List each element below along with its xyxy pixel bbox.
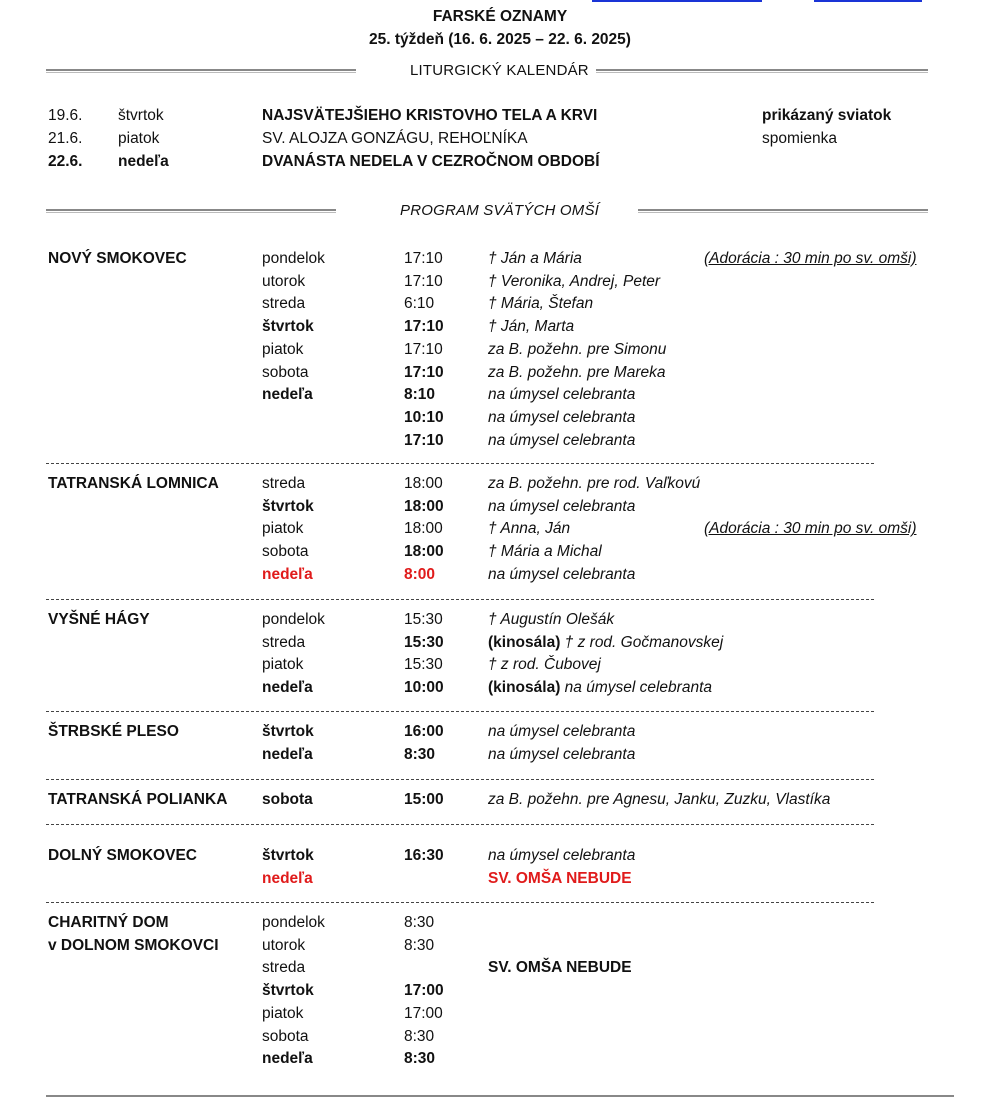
- intention-text: na úmysel celebranta: [488, 431, 636, 449]
- mass-day: nedeľa: [262, 679, 313, 697]
- mass-time: 15:00: [404, 791, 444, 808]
- mass-day: nedeľa: [262, 869, 313, 887]
- place-name: TATRANSKÁ POLIANKA: [48, 791, 228, 808]
- mass-time: 8:10: [404, 386, 436, 404]
- intention-text: za B. požehn. pre rod. Vaľkovú: [488, 475, 701, 492]
- calendar-rank: spomienka: [762, 130, 837, 147]
- mass-time: 18:00: [404, 520, 443, 538]
- mass-time: 17:10: [404, 272, 443, 290]
- mass-time: 15:30: [404, 611, 443, 628]
- no-mass-notice: SV. OMŠA NEBUDE: [488, 869, 632, 887]
- mass-day: piatok: [262, 340, 304, 358]
- place-name-line2: v DOLNOM SMOKOVCI: [48, 936, 219, 954]
- venue-prefix: (kinosála): [488, 679, 565, 697]
- mass-intention: [488, 847, 635, 865]
- section-divider: [46, 711, 874, 712]
- mass-time: 16:00: [404, 723, 444, 740]
- mass-intention: [488, 520, 570, 538]
- mass-time: 8:30: [404, 914, 435, 931]
- intention-text: † Ján, Marta: [488, 318, 575, 336]
- section-divider: [46, 824, 874, 825]
- page-title: FARSKÉ OZNAMY: [432, 8, 568, 25]
- mass-day: nedeľa: [262, 386, 313, 404]
- place-name: VYŠNÉ HÁGY: [48, 611, 150, 628]
- mass-time: 17:10: [404, 318, 444, 336]
- calendar-day: nedeľa: [118, 153, 169, 170]
- mass-day: piatok: [262, 1004, 304, 1022]
- top-link-underline-2: [814, 0, 922, 2]
- mass-time: 8:30: [404, 936, 435, 954]
- intention-text: † Mária a Michal: [488, 543, 602, 561]
- place-name: NOVÝ SMOKOVEC: [48, 250, 187, 267]
- intention-text: † z rod. Gočmanovskej: [564, 633, 724, 651]
- place-name: ŠTRBSKÉ PLESO: [48, 723, 179, 740]
- section-divider: [46, 779, 874, 780]
- calendar-heading-line-right: [596, 69, 928, 73]
- mass-day: piatok: [262, 520, 304, 538]
- mass-time: 17:10: [404, 250, 443, 267]
- calendar-heading-line-left: [46, 69, 356, 73]
- calendar-date: 21.6.: [48, 130, 83, 147]
- mass-intention: [488, 634, 723, 652]
- mass-intention: [488, 341, 666, 359]
- mass-time: 17:00: [404, 1004, 443, 1022]
- mass-day: sobota: [262, 363, 309, 381]
- mass-day: streda: [262, 959, 306, 977]
- mass-day: pondelok: [262, 250, 325, 267]
- mass-time: 8:30: [404, 745, 436, 763]
- mass-intention: [488, 566, 635, 584]
- mass-time: 15:30: [404, 656, 443, 674]
- calendar-date: 22.6.: [48, 153, 83, 170]
- calendar-feast: NAJSVÄTEJŠIEHO KRISTOVHO TELA A KRVI: [262, 107, 598, 124]
- intention-text: na úmysel celebranta: [488, 723, 636, 740]
- mass-time: 18:00: [404, 475, 443, 492]
- mass-time: 18:00: [404, 497, 444, 515]
- mass-intention: [488, 791, 830, 809]
- mass-intention: [488, 475, 700, 493]
- mass-day: nedeľa: [262, 565, 313, 583]
- mass-intention: [488, 746, 635, 764]
- section-divider: [46, 902, 874, 903]
- mass-time: 16:30: [404, 847, 444, 864]
- intention-text: † Anna, Ján: [488, 520, 571, 538]
- mass-day: streda: [262, 295, 306, 313]
- intention-text: na úmysel celebranta: [488, 847, 636, 864]
- mass-day: pondelok: [262, 914, 325, 931]
- no-mass-notice: SV. OMŠA NEBUDE: [488, 959, 632, 977]
- mass-time: 17:10: [404, 363, 444, 381]
- place-name: DOLNÝ SMOKOVEC: [48, 847, 197, 864]
- program-heading-line-left: [46, 209, 336, 213]
- mass-time: 10:10: [404, 408, 444, 426]
- intention-text: za B. požehn. pre Mareka: [488, 363, 666, 381]
- mass-intention: [488, 656, 601, 674]
- mass-intention: [488, 409, 635, 427]
- intention-text: za B. požehn. pre Simonu: [488, 340, 667, 358]
- section-divider: [46, 599, 874, 600]
- mass-intention: [488, 498, 635, 516]
- mass-intention: [488, 723, 635, 741]
- mass-time: 10:00: [404, 679, 444, 697]
- calendar-day: štvrtok: [118, 107, 164, 124]
- week-range: 25. týždeň (16. 6. 2025 – 22. 6. 2025): [369, 31, 631, 48]
- adoration-note: (Adorácia : 30 min po sv. omši): [704, 250, 917, 267]
- place-name: CHARITNÝ DOM: [48, 914, 169, 931]
- mass-day: streda: [262, 475, 306, 492]
- intention-text: na úmysel celebranta: [564, 679, 713, 697]
- mass-time: 8:00: [404, 565, 436, 583]
- calendar-heading: LITURGICKÝ KALENDÁR: [410, 62, 589, 79]
- mass-day: pondelok: [262, 611, 325, 628]
- mass-day: utorok: [262, 936, 306, 954]
- mass-intention: [488, 250, 582, 268]
- mass-day: štvrtok: [262, 497, 314, 515]
- program-heading: PROGRAM SVÄTÝCH OMŠÍ: [400, 202, 600, 219]
- mass-day: štvrtok: [262, 847, 314, 864]
- calendar-feast: SV. ALOJZA GONZÁGU, REHOĽNÍKA: [262, 130, 528, 147]
- intention-text: na úmysel celebranta: [488, 497, 636, 515]
- mass-intention: [488, 432, 635, 450]
- intention-text: † z rod. Čubovej: [488, 656, 601, 674]
- calendar-date: 19.6.: [48, 107, 83, 124]
- mass-day: sobota: [262, 1027, 309, 1045]
- mass-time: 17:10: [404, 340, 443, 358]
- mass-intention: [488, 543, 602, 561]
- intention-text: † Mária, Štefan: [488, 295, 594, 313]
- mass-time: 8:30: [404, 1050, 436, 1068]
- mass-day: piatok: [262, 656, 304, 674]
- program-heading-line-right: [638, 209, 928, 213]
- intention-text: † Veronika, Andrej, Peter: [488, 272, 661, 290]
- calendar-day: piatok: [118, 130, 160, 147]
- intention-text: na úmysel celebranta: [488, 408, 636, 426]
- section-divider: [46, 463, 874, 464]
- mass-intention: [488, 273, 660, 291]
- bottom-divider: [46, 1095, 954, 1097]
- intention-text: na úmysel celebranta: [488, 565, 636, 583]
- mass-time: 18:00: [404, 543, 444, 561]
- mass-time: 8:30: [404, 1027, 435, 1045]
- intention-text: za B. požehn. pre Agnesu, Janku, Zuzku, Vlastíka: [488, 791, 831, 808]
- mass-day: štvrtok: [262, 982, 314, 1000]
- adoration-note: (Adorácia : 30 min po sv. omši): [704, 520, 917, 538]
- mass-day: nedeľa: [262, 1050, 313, 1068]
- mass-intention: [488, 318, 574, 336]
- mass-day: štvrtok: [262, 723, 314, 740]
- mass-time: 17:00: [404, 982, 444, 1000]
- calendar-rank: prikázaný sviatok: [762, 107, 892, 124]
- mass-intention: [488, 611, 614, 629]
- mass-time: 15:30: [404, 633, 444, 651]
- top-link-underline-1: [592, 0, 762, 2]
- calendar-feast: DVANÁSTA NEDELA V CEZROČNOM OBDOBÍ: [262, 153, 600, 170]
- mass-day: štvrtok: [262, 318, 314, 336]
- intention-text: † Ján a Mária: [488, 250, 582, 267]
- mass-day: sobota: [262, 543, 309, 561]
- mass-day: streda: [262, 633, 306, 651]
- mass-day: sobota: [262, 791, 313, 808]
- mass-time: 17:10: [404, 431, 444, 449]
- mass-intention: [488, 364, 666, 382]
- mass-intention: [488, 295, 593, 313]
- intention-text: na úmysel celebranta: [488, 386, 636, 404]
- place-name: TATRANSKÁ LOMNICA: [48, 475, 219, 492]
- mass-time: 6:10: [404, 295, 435, 313]
- venue-prefix: (kinosála): [488, 633, 565, 651]
- mass-intention: [488, 679, 712, 697]
- mass-intention: [488, 386, 635, 404]
- intention-text: na úmysel celebranta: [488, 745, 636, 763]
- mass-day: utorok: [262, 272, 306, 290]
- mass-day: nedeľa: [262, 745, 313, 763]
- intention-text: † Augustín Olešák: [488, 611, 615, 628]
